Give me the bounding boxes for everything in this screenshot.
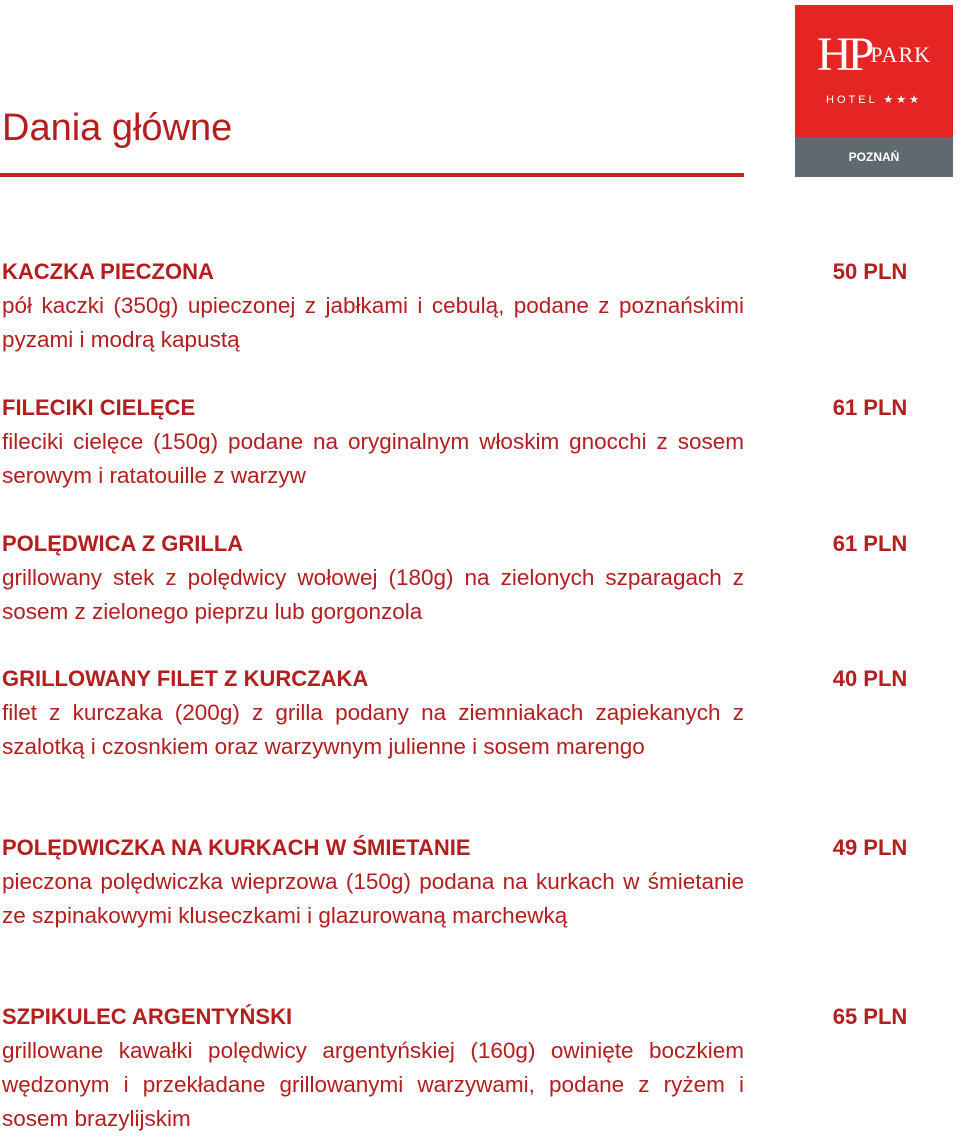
dish-description: pół kaczki (350g) upieczonej z jabłkami i cebulą, podane z poznańskimi pyzami i modrą kapustą (2, 293, 744, 352)
dish-price: 61 PLN (832, 531, 908, 556)
hotel-logo (795, 5, 953, 177)
logo-brand: HP (816, 28, 871, 81)
dish-name: SZPIKULEC ARGENTYŃSKI (2, 1004, 293, 1029)
dish-name: FILECIKI CIELĘCE (2, 395, 196, 420)
dish-price: 50 PLN (832, 259, 908, 284)
logo-park: PARK (870, 42, 932, 67)
dish-price: 61 PLN (832, 395, 908, 420)
dish-name: POLĘDWICZKA NA KURKACH W ŚMIETANIE (2, 835, 471, 860)
logo-city-bar: POZNAŃ (795, 137, 953, 177)
dish-name: KACZKA PIECZONA (2, 259, 214, 284)
dish-price: 65 PLN (832, 1004, 908, 1029)
dish-description: filet z kurczaka (200g) z grilla podany na ziemniakach zapiekanych z szalotką i czosnkiem oraz warzywnym julienne i sosem marengo (2, 700, 744, 759)
logo-red-block (795, 5, 953, 137)
dish-description: pieczona polędwiczka wieprzowa (150g) podana na kurkach w śmietanie ze szpinakowymi kluseczkami i glazurowaną marchewką (2, 869, 744, 928)
dish-price: 49 PLN (832, 835, 908, 860)
dish-description: grillowany stek z polędwicy wołowej (180g) na zielonych szparagach z sosem z zielonego pieprzu lub gorgonzola (2, 565, 744, 624)
dish-price: 40 PLN (832, 666, 908, 691)
logo-mark (795, 28, 953, 81)
dish-description: grillowane kawałki polędwicy argentyńskiej (160g) owinięte boczkiem wędzonym i przekładane grillowanymi warzywami, podane z ryżem i sosem brazylijskim (2, 1038, 744, 1131)
dish-description: fileciki cielęce (150g) podane na oryginalnym włoskim gnocchi z sosem serowym i ratatouille z warzyw (2, 429, 744, 488)
dish-name: POLĘDWICA Z GRILLA (2, 531, 244, 556)
page-title: Dania główne (2, 107, 233, 149)
logo-hotel-text: HOTEL ★★★ (826, 94, 922, 106)
dish-name: GRILLOWANY FILET Z KURCZAKA (2, 666, 369, 691)
title-divider (0, 173, 744, 177)
